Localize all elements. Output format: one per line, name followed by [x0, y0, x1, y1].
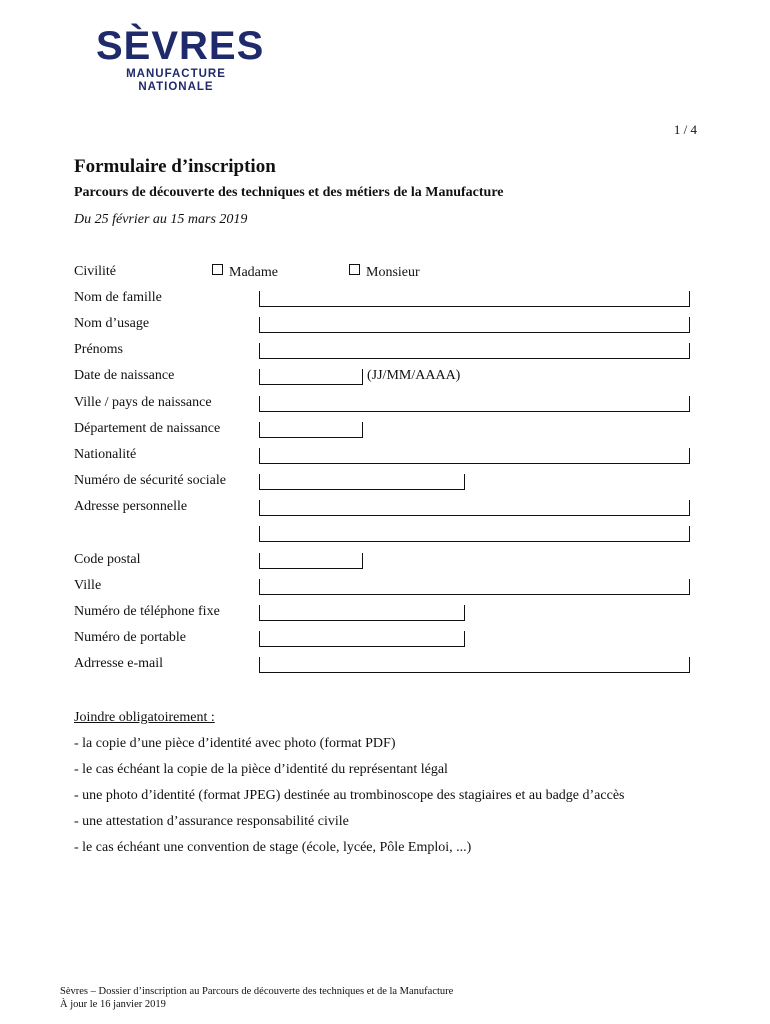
input-adresse-line-1[interactable] [259, 500, 690, 516]
input-adresse-line-2[interactable] [259, 526, 690, 542]
field-label-departement-naissance: Département de naissance [74, 421, 221, 436]
input-departement-naissance[interactable] [259, 422, 363, 438]
civilite-option-label: Madame [229, 265, 278, 280]
field-label-email: Adrresse e-mail [74, 656, 164, 671]
attachment-item: - le cas échéant une convention de stage (école, lycée, Pôle Emploi, ...) [74, 840, 472, 855]
attachment-item: - une attestation d’assurance responsabilité civile [74, 814, 349, 829]
input-code-postal[interactable] [259, 553, 363, 569]
input-telephone-fixe[interactable] [259, 605, 465, 621]
input-prenoms[interactable] [259, 343, 690, 359]
input-portable[interactable] [259, 631, 465, 647]
field-label-portable: Numéro de portable [74, 630, 186, 645]
logo-line-1: MANUFACTURE [126, 68, 226, 80]
sevres-logo [96, 24, 265, 94]
attachment-item: - la copie d’une pièce d’identité avec photo (format PDF) [74, 736, 396, 751]
input-ville[interactable] [259, 579, 690, 595]
page-footer [60, 985, 453, 1011]
field-label-prenoms: Prénoms [74, 342, 123, 357]
page-subtitle: Parcours de découverte des techniques et des métiers de la Manufacture [74, 185, 504, 200]
attachments-heading: Joindre obligatoirement : [74, 710, 215, 725]
civilite-option-label: Monsieur [366, 265, 420, 280]
field-label-nom-famille: Nom de famille [74, 290, 162, 305]
input-ville-pays-naissance[interactable] [259, 396, 690, 412]
input-nationalite[interactable] [259, 448, 690, 464]
checkbox-icon[interactable] [349, 264, 360, 275]
civilite-option-monsieur[interactable] [349, 264, 420, 281]
program-dates: Du 25 février au 15 mars 2019 [74, 212, 248, 227]
logo-wordmark: SÈVRES [96, 24, 265, 68]
civilite-label: Civilité [74, 264, 116, 279]
field-label-adresse: Adresse personnelle [74, 499, 188, 514]
checkbox-icon[interactable] [212, 264, 223, 275]
input-securite-sociale[interactable] [259, 474, 465, 490]
page-title: Formulaire d’inscription [74, 156, 276, 177]
logo-line-2: NATIONALE [138, 81, 214, 93]
field-label-date-naissance: Date de naissance [74, 368, 175, 383]
field-label-ville: Ville [74, 578, 102, 593]
field-label-ville-pays-naissance: Ville / pays de naissance [74, 395, 212, 410]
field-label-securite-sociale: Numéro de sécurité sociale [74, 473, 226, 488]
field-label-nom-usage: Nom d’usage [74, 316, 150, 331]
footer-line-1: Sèvres – Dossier d’inscription au Parcours de découverte des techniques et de la Manufacture [60, 986, 454, 997]
field-label-telephone-fixe: Numéro de téléphone fixe [74, 604, 220, 619]
footer-line-2: À jour le 16 janvier 2019 [60, 999, 166, 1010]
input-email[interactable] [259, 657, 690, 673]
field-label-nationalite: Nationalité [74, 447, 137, 462]
attachment-item: - une photo d’identité (format JPEG) destinée au trombinoscope des stagiaires et au badge d’accès [74, 788, 625, 803]
input-nom-usage[interactable] [259, 317, 690, 333]
date-format-hint: (JJ/MM/AAAA) [367, 368, 461, 383]
civilite-option-madame[interactable] [212, 264, 278, 281]
attachment-item: - le cas échéant la copie de la pièce d’identité du représentant légal [74, 762, 448, 777]
input-date-naissance[interactable] [259, 369, 363, 385]
field-label-code-postal: Code postal [74, 552, 141, 567]
page-number: 1 / 4 [673, 122, 697, 137]
input-nom-famille[interactable] [259, 291, 690, 307]
